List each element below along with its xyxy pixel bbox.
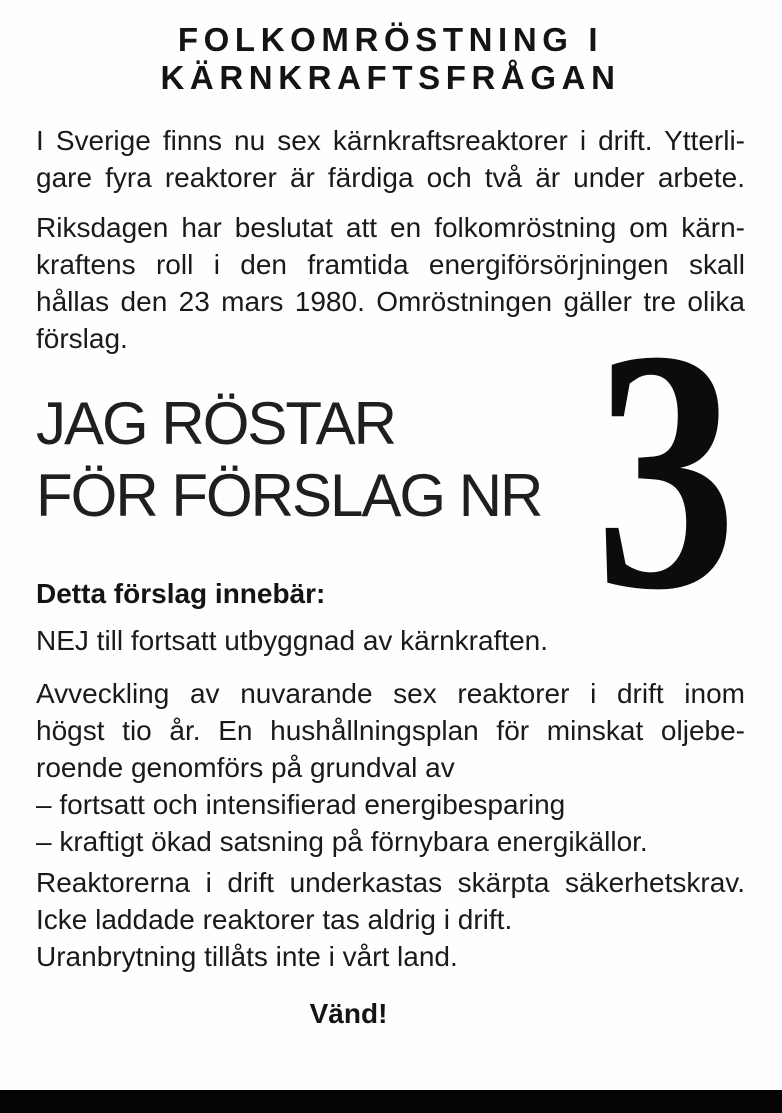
page-title-line-1: FOLKOMRÖSTNING I	[177, 21, 604, 58]
proposal-point-2-line: högst tio år. En hushållningsplan för minskat oljebe-	[36, 715, 745, 746]
proposal-point-2-line: Avveckling av nuvarande sex reaktorer i drift inom	[36, 678, 745, 709]
proposal-point-4-line: Uranbrytning tillåts inte i vårt land.	[36, 941, 458, 972]
vote-heading-line-1: JAG RÖSTAR	[36, 390, 395, 457]
intro-paragraph-2-line: kraftens roll i den framtida energiförsörjningen skall	[36, 249, 745, 280]
proposal-point-2-dash-line: – kraftigt ökad satsning på förnybara energikällor.	[36, 826, 648, 857]
intro-paragraph-2-line: hållas den 23 mars 1980. Omröstningen gäller tre olika	[36, 286, 745, 317]
proposal-point-2-dash-line: – fortsatt och intensifierad energibesparing	[36, 789, 566, 820]
intro-paragraph-2-line: Riksdagen har beslutat att en folkomröstning om kärn-	[36, 212, 745, 243]
turn-page-label: Vänd!	[309, 998, 388, 1029]
proposal-point-4	[36, 938, 745, 975]
intro-paragraph-1-line: I Sverige finns nu sex kärnkraftsreaktorer i drift. Ytterli-	[36, 125, 745, 156]
proposal-point-2	[36, 675, 745, 860]
proposal-point-1-line: NEJ till fortsatt utbyggnad av kärnkraften.	[36, 625, 549, 656]
proposal-number: 3	[594, 279, 736, 661]
intro-paragraph-2-line: förslag.	[36, 323, 128, 354]
proposal-heading: Detta förslag innebär:	[36, 578, 326, 609]
proposal-point-2-line: roende genomförs på grundval av	[36, 752, 455, 783]
proposal-point-3-line: Reaktorerna i drift underkastas skärpta säkerhetskrav.	[36, 867, 745, 898]
page-title	[36, 21, 745, 97]
intro-paragraph-1-line: gare fyra reaktorer är färdiga och två är under arbete.	[36, 162, 745, 193]
page-title-line-2: KÄRNKRAFTSFRÅGAN	[160, 59, 621, 96]
proposal-point-3	[36, 864, 745, 938]
vote-heading-line-2: FÖR FÖRSLAG NR	[36, 462, 542, 529]
intro-paragraph-1	[36, 122, 745, 196]
scan-edge-bar	[0, 1090, 782, 1113]
proposal-point-3-line: Icke laddade reaktorer tas aldrig i drift.	[36, 904, 513, 935]
